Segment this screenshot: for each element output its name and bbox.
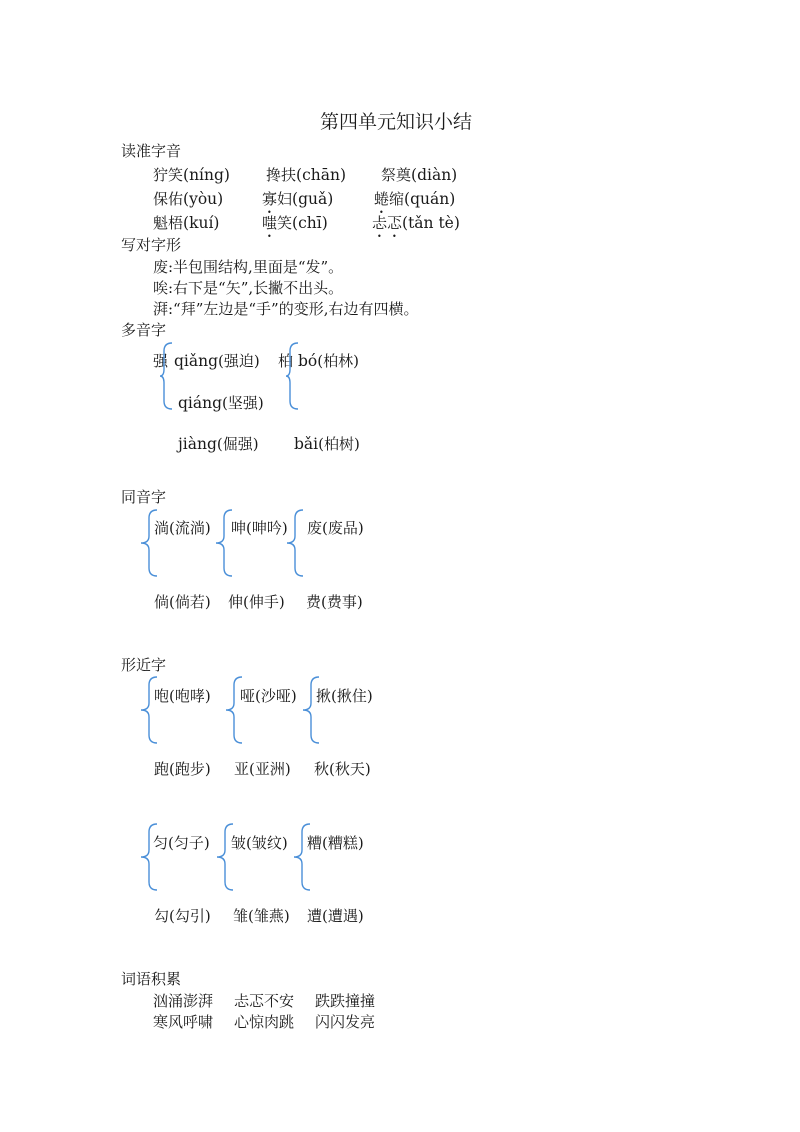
similar-item: 跑(跑步) <box>154 760 211 778</box>
section-heading-polyphonic: 多音字 <box>121 321 167 339</box>
vocab-word: 心惊肉跳 <box>234 1013 295 1031</box>
similar-item: 亚(亚洲) <box>234 760 291 778</box>
section-heading-pronunciation: 读准字音 <box>121 142 182 160</box>
polyphonic-char: 柏 <box>278 352 294 370</box>
writing-line: 唉:右下是“矢”,长撇不出头。 <box>153 279 344 297</box>
similar-item: 咆(咆哮) <box>154 687 211 705</box>
homophone-item: 废(废品) <box>307 519 364 537</box>
pron-item: 魁梧(kuí) <box>153 214 220 232</box>
polyphonic-reading: qiáng(坚强) <box>178 394 264 412</box>
similar-item: 皱(皱纹) <box>231 834 288 852</box>
similar-item: 雏(雏燕) <box>233 907 290 925</box>
page-title: 第四单元知识小结 <box>320 111 473 133</box>
polyphonic-reading: jiàng(倔强) <box>178 435 259 453</box>
pron-item: 祭奠(diàn) <box>381 166 458 184</box>
vocab-word: 跌跌撞撞 <box>315 992 376 1010</box>
vocab-word: 汹涌澎湃 <box>153 992 214 1010</box>
vocab-word: 闪闪发亮 <box>315 1013 376 1031</box>
similar-item: 遭(遭遇) <box>307 907 364 925</box>
section-heading-homophones: 同音字 <box>121 488 167 506</box>
polyphonic-reading: bó(柏林) <box>298 352 359 370</box>
bracket-icon <box>287 509 305 577</box>
pron-item: 狞笑(níng) <box>153 166 230 184</box>
homophone-item: 伸(伸手) <box>228 593 285 611</box>
similar-item: 勾(勾引) <box>154 907 211 925</box>
similar-item: 揪(揪住) <box>316 687 373 705</box>
homophone-item: 费(费事) <box>306 593 363 611</box>
similar-item: 哑(沙哑) <box>240 687 297 705</box>
homophone-item: 呻(呻吟) <box>231 519 288 537</box>
vocab-word: 寒风呼啸 <box>153 1013 214 1031</box>
pron-item: 嗤笑(chī) <box>262 214 328 232</box>
homophone-item: 倘(倘若) <box>154 593 211 611</box>
similar-item: 秋(秋天) <box>314 760 371 778</box>
pron-item: 搀扶(chān) <box>266 166 347 184</box>
writing-line: 废:半包围结构,里面是“发”。 <box>153 258 344 276</box>
similar-item: 糟(糟糕) <box>307 834 364 852</box>
section-heading-similar: 形近字 <box>121 656 167 674</box>
polyphonic-char: 强 <box>153 352 169 370</box>
pron-item: 忐忑(tǎn tè) <box>372 214 460 232</box>
section-heading-vocabulary: 词语积累 <box>121 970 182 988</box>
polyphonic-reading: bǎi(柏树) <box>294 435 360 453</box>
pron-item: 蜷缩(quán) <box>374 190 456 208</box>
polyphonic-reading: qiǎng(强迫) <box>174 352 260 370</box>
homophone-item: 淌(流淌) <box>154 519 211 537</box>
vocab-word: 忐忑不安 <box>234 992 295 1010</box>
similar-item: 匀(匀子) <box>153 834 210 852</box>
section-heading-writing: 写对字形 <box>121 236 182 254</box>
pron-item: 寡妇(guǎ) <box>262 190 334 208</box>
pron-item: 保佑(yòu) <box>153 190 224 208</box>
writing-line: 湃:“拜”左边是“手”的变形,右边有四横。 <box>153 300 419 318</box>
